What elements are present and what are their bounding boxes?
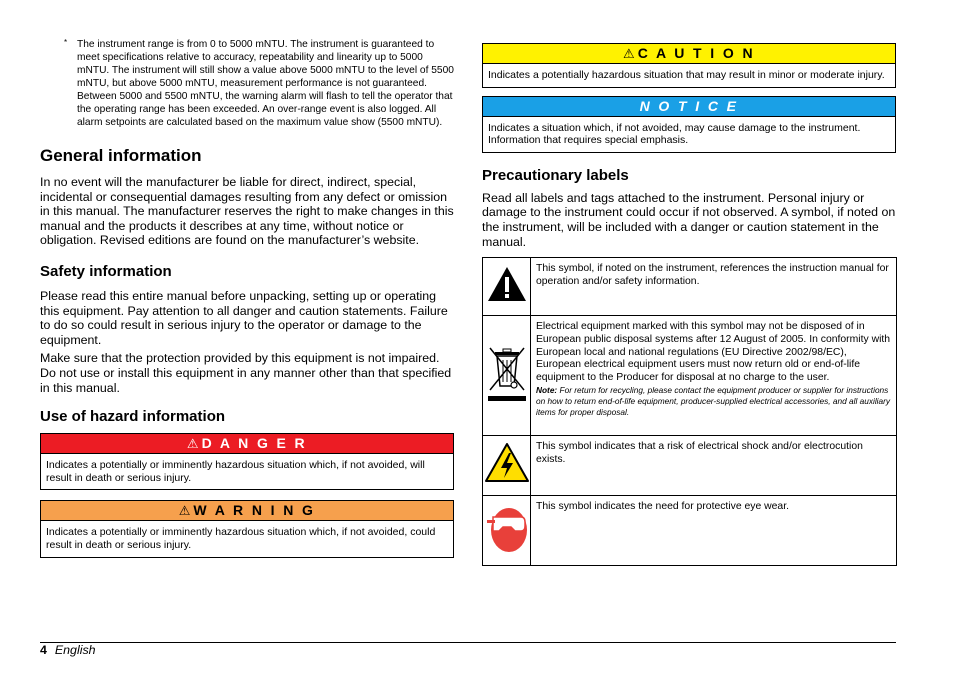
symbol-cell xyxy=(483,316,531,436)
symbol-description xyxy=(531,316,897,436)
note-text: For return for recycling, please contact the equipment producer or supplier for instructions on how to return end-of-life equipment, producer-supplied electrical accessories, and all auxiliary items for proper disposal. xyxy=(536,384,891,418)
warning-triangle-icon: ⚠ xyxy=(178,503,191,519)
precautionary-table xyxy=(482,257,897,566)
warning-label: W A R N I N G xyxy=(193,502,316,519)
precautionary-labels-heading: Precautionary labels xyxy=(482,166,629,184)
electrical-shock-icon xyxy=(484,442,530,484)
footer-divider xyxy=(40,642,896,643)
notice-box xyxy=(482,96,896,153)
danger-label: D A N G E R xyxy=(201,435,308,452)
table-row xyxy=(483,496,897,566)
symbol-cell xyxy=(483,258,531,316)
disposal-note xyxy=(536,385,891,419)
table-row xyxy=(483,316,897,436)
warning-triangle-icon: ⚠ xyxy=(623,46,635,61)
footnote-text: The instrument range is from 0 to 5000 mNTU. The instrument is guaranteed to meet specifications relative to accuracy, repeatability and linearity up to 5000 mNTU. The instrument will still show a value above 5000 mNTU to the level of 5500 mNTU, but above 5000 mNTU, measurement performance is not guaranteed. Between 5000 and 5500 mNTU, the warning alarm will flash to tell the operator that the operating range has been exceeded. An over-range event is also logged. All alarm setpoints are calculated based on the maximum value show (5500 mNTU). xyxy=(77,39,454,128)
table-row xyxy=(483,258,897,316)
right-column xyxy=(482,43,896,566)
caution-label: C A U T I O N xyxy=(637,45,755,61)
symbol-cell xyxy=(483,436,531,496)
note-label: Note: xyxy=(536,384,558,395)
footnote xyxy=(40,38,454,129)
symbol-description: This symbol indicates that a risk of electrical shock and/or electrocution exists. xyxy=(531,436,897,496)
caution-bar xyxy=(483,44,895,64)
eye-protection-icon xyxy=(485,502,529,554)
warning-box xyxy=(40,500,454,557)
notice-text: Indicates a situation which, if not avoided, may cause damage to the instrument. Information that requires special emphasis. xyxy=(488,121,861,147)
safety-paragraph-2: Make sure that the protection provided by this equipment is not impaired. Do not use or install this equipment in any manner other than that specified in this manual. xyxy=(40,351,452,395)
footer-language: English xyxy=(54,643,96,657)
caution-box xyxy=(482,43,896,88)
warning-bar xyxy=(41,501,453,521)
disposal-text: Electrical equipment marked with this symbol may not be disposed of in European public disposal systems after 12 August of 2005. In conformity with European local and national regulations (EU Directive 2002/98/EC), European electrical equipment users must now return old or end-of-life equipment to the Producer for disposal at no charge to the user. xyxy=(536,321,891,383)
left-column xyxy=(40,38,454,558)
hazard-information-heading: Use of hazard information xyxy=(40,408,226,426)
safety-information-heading: Safety information xyxy=(40,262,172,280)
general-warning-icon xyxy=(485,264,529,304)
page-number: 4 xyxy=(40,643,47,657)
crossed-out-bin-icon xyxy=(484,342,530,404)
table-row xyxy=(483,436,897,496)
footnote-mark: * xyxy=(64,38,68,47)
danger-box xyxy=(40,433,454,490)
symbol-cell xyxy=(483,496,531,566)
symbol-description: This symbol indicates the need for protective eye wear. xyxy=(531,496,897,566)
danger-bar xyxy=(41,434,453,454)
page-footer xyxy=(40,643,96,657)
warning-triangle-icon: ⚠ xyxy=(186,436,199,452)
symbol-description: This symbol, if noted on the instrument, references the instruction manual for operation and/or safety information. xyxy=(531,258,897,316)
caution-text: Indicates a potentially hazardous situation that may result in minor or moderate injury. xyxy=(488,69,885,81)
general-information-text: In no event will the manufacturer be liable for direct, indirect, special, incidental or consequential damages resulting from any defect or omission in this manual. The manufacturer reserves the right to make changes in this manual and the products it describes at any time, without notice or obligation. Revised editions are found on the manufacturer’s website. xyxy=(40,175,454,248)
precautionary-intro: Read all labels and tags attached to the instrument. Personal injury or damage to the instrument could occur if not observed. A symbol, if noted on the instrument, will be included with a danger or caution statement in the manual. xyxy=(482,190,896,249)
warning-text: Indicates a potentially or imminently hazardous situation which, if not avoided, could result in death or serious injury. xyxy=(46,526,436,551)
general-information-heading: General information xyxy=(40,146,202,165)
danger-text: Indicates a potentially or imminently hazardous situation which, if not avoided, will result in death or serious injury. xyxy=(46,459,425,484)
safety-paragraph-1: Please read this entire manual before unpacking, setting up or operating this equipment. Pay attention to all danger and caution statements. Failure to do so could result in serious injury to the operator or damage to the equipment. xyxy=(40,288,448,347)
notice-label: N O T I C E xyxy=(639,97,739,114)
notice-bar xyxy=(483,97,895,117)
